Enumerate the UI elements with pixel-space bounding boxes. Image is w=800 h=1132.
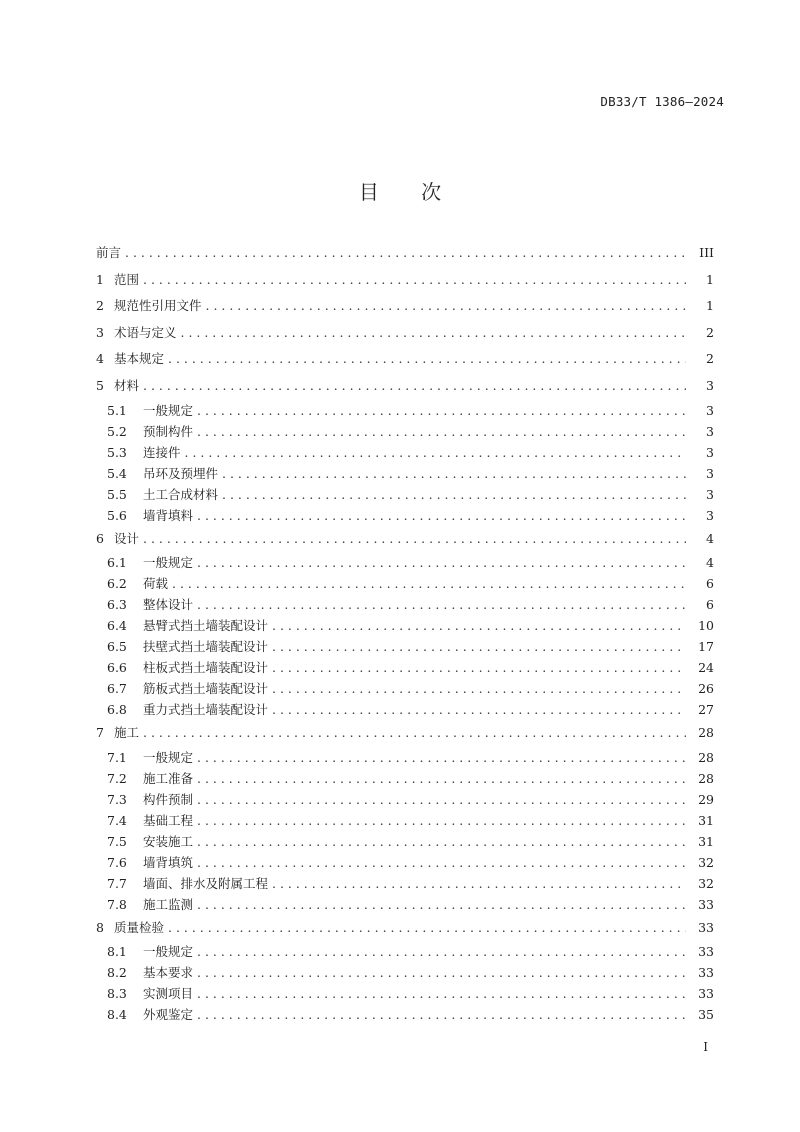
toc-entry-page: 3	[706, 465, 714, 481]
toc-entry[interactable]	[96, 915, 714, 942]
toc-entry[interactable]	[96, 442, 714, 463]
dot-leader	[185, 442, 686, 463]
toc-entry-label: 筋板式挡土墙装配设计	[143, 681, 269, 697]
toc-entry-number: 5	[96, 377, 104, 393]
toc-entry[interactable]	[96, 831, 714, 852]
dot-leader	[272, 615, 686, 636]
toc-entry[interactable]	[96, 484, 714, 505]
toc-entry[interactable]	[96, 873, 714, 894]
toc-entry-label: 预制构件	[143, 423, 194, 439]
dot-leader	[197, 768, 686, 789]
dot-leader	[197, 894, 686, 915]
toc-entry-number: 7.4	[107, 812, 127, 828]
toc-entry[interactable]	[96, 941, 714, 962]
toc-entry-number: 6.3	[107, 597, 127, 613]
toc-entry-page: 26	[698, 681, 714, 697]
table-of-contents	[96, 240, 714, 1025]
dot-leader	[197, 552, 686, 573]
toc-entry-page: 33	[698, 919, 714, 935]
dot-leader	[143, 373, 686, 400]
toc-entry[interactable]	[96, 240, 714, 267]
toc-entry-label: 基础工程	[143, 812, 194, 828]
toc-entry-label: 构件预制	[143, 791, 194, 807]
toc-entry-page: 27	[698, 702, 714, 718]
toc-entry-label: 实测项目	[143, 986, 194, 1002]
dot-leader	[272, 636, 686, 657]
dot-leader	[222, 484, 686, 505]
toc-entry-number: 6	[96, 530, 104, 546]
toc-entry-page: 32	[698, 875, 714, 891]
page-title: 目 次	[358, 180, 460, 204]
toc-entry-page: 1	[706, 298, 714, 314]
toc-entry-label: 一般规定	[143, 749, 194, 765]
dot-leader	[197, 852, 686, 873]
toc-entry[interactable]	[96, 346, 714, 373]
dot-leader	[143, 526, 686, 553]
toc-entry-page: 28	[698, 749, 714, 765]
toc-entry-label: 扶壁式挡土墙装配设计	[143, 639, 269, 655]
toc-entry-label: 土工合成材料	[143, 486, 219, 502]
toc-entry-number: 5.6	[107, 507, 127, 523]
toc-entry-label: 一般规定	[143, 555, 194, 571]
toc-entry[interactable]	[96, 699, 714, 720]
toc-entry-page: 3	[706, 402, 714, 418]
toc-entry-number: 6.4	[107, 618, 127, 634]
toc-entry-label: 荷载	[143, 576, 169, 592]
toc-entry-page: 31	[698, 812, 714, 828]
toc-entry-page: 1	[706, 271, 714, 287]
toc-entry-label: 范围	[114, 271, 140, 287]
toc-entry[interactable]	[96, 1004, 714, 1025]
toc-entry-label: 施工准备	[143, 770, 194, 786]
toc-entry[interactable]	[96, 810, 714, 831]
dot-leader	[272, 678, 686, 699]
toc-entry-page: 6	[706, 576, 714, 592]
toc-entry-page: 35	[698, 1007, 714, 1023]
toc-entry-label: 墙背填筑	[143, 854, 194, 870]
dot-leader	[168, 346, 686, 373]
toc-entry-page: 6	[706, 597, 714, 613]
toc-entry-number: 6.8	[107, 702, 127, 718]
toc-entry-number: 2	[96, 298, 104, 314]
dot-leader	[197, 831, 686, 852]
toc-entry[interactable]	[96, 720, 714, 747]
toc-entry-label: 规范性引用文件	[114, 298, 202, 314]
toc-entry[interactable]	[96, 768, 714, 789]
toc-entry-number: 7.6	[107, 854, 127, 870]
toc-entry-label: 材料	[114, 377, 140, 393]
toc-entry-label: 基本要求	[143, 965, 194, 981]
toc-entry-label: 施工监测	[143, 896, 194, 912]
page-number: I	[703, 1040, 708, 1054]
toc-entry[interactable]	[96, 293, 714, 320]
toc-entry-page: 4	[706, 555, 714, 571]
toc-entry[interactable]	[96, 421, 714, 442]
toc-entry-label: 整体设计	[143, 597, 194, 613]
toc-entry[interactable]	[96, 678, 714, 699]
toc-entry-number: 8.2	[107, 965, 127, 981]
toc-entry-page: 10	[698, 618, 714, 634]
toc-entry-label: 连接件	[143, 444, 181, 460]
toc-entry[interactable]	[96, 983, 714, 1004]
toc-entry-number: 6.7	[107, 681, 127, 697]
toc-entry-number: 6.2	[107, 576, 127, 592]
toc-entry-page: 33	[698, 896, 714, 912]
dot-leader	[125, 240, 686, 267]
dot-leader	[143, 720, 686, 747]
dot-leader	[272, 657, 686, 678]
toc-entry-label: 安装施工	[143, 833, 194, 849]
toc-entry-number: 7.8	[107, 896, 127, 912]
dot-leader	[272, 699, 686, 720]
toc-entry-page: 33	[698, 986, 714, 1002]
toc-entry-number: 7.2	[107, 770, 127, 786]
toc-entry-page: 3	[706, 444, 714, 460]
toc-entry-page: 33	[698, 944, 714, 960]
dot-leader	[197, 400, 686, 421]
dot-leader	[168, 915, 686, 942]
dot-leader	[197, 962, 686, 983]
toc-entry-page: 33	[698, 965, 714, 981]
toc-entry-number: 5.1	[107, 402, 127, 418]
dot-leader	[172, 573, 686, 594]
dot-leader	[197, 421, 686, 442]
toc-entry-label: 重力式挡土墙装配设计	[143, 702, 269, 718]
toc-entry-number: 7	[96, 725, 104, 741]
toc-entry-page: 24	[698, 660, 714, 676]
toc-entry-label: 质量检验	[114, 919, 165, 935]
toc-entry-page: 3	[706, 507, 714, 523]
toc-entry[interactable]	[96, 789, 714, 810]
toc-entry-page: 29	[698, 791, 714, 807]
dot-leader	[181, 320, 686, 347]
toc-entry-number: 6.6	[107, 660, 127, 676]
toc-entry-number: 1	[96, 271, 104, 287]
toc-entry[interactable]	[96, 400, 714, 421]
toc-entry[interactable]	[96, 526, 714, 553]
dot-leader	[206, 293, 686, 320]
toc-entry[interactable]	[96, 657, 714, 678]
toc-entry[interactable]	[96, 894, 714, 915]
toc-entry-page: 28	[698, 725, 714, 741]
dot-leader	[197, 941, 686, 962]
toc-entry[interactable]	[96, 267, 714, 294]
toc-entry-label: 外观鉴定	[143, 1007, 194, 1023]
dot-leader	[143, 267, 686, 294]
toc-entry-label: 柱板式挡土墙装配设计	[143, 660, 269, 676]
toc-entry-page: 31	[698, 833, 714, 849]
dot-leader	[197, 983, 686, 1004]
toc-entry-label: 一般规定	[143, 402, 194, 418]
toc-entry-page: 4	[706, 530, 714, 546]
toc-entry-number: 5.5	[107, 486, 127, 502]
toc-entry-label: 一般规定	[143, 944, 194, 960]
toc-entry-number: 6.1	[107, 555, 127, 571]
toc-entry-page: 3	[706, 486, 714, 502]
dot-leader	[197, 1004, 686, 1025]
toc-entry[interactable]	[96, 320, 714, 347]
toc-entry-number: 5.2	[107, 423, 127, 439]
document-code: DB33/T 1386—2024	[600, 94, 724, 109]
toc-entry-number: 7.3	[107, 791, 127, 807]
toc-entry[interactable]	[96, 852, 714, 873]
toc-entry-number: 8.4	[107, 1007, 127, 1023]
toc-entry-label: 术语与定义	[114, 324, 177, 340]
toc-entry-page: 17	[698, 639, 714, 655]
toc-entry-number: 6.5	[107, 639, 127, 655]
toc-entry-number: 4	[96, 351, 104, 367]
toc-entry[interactable]	[96, 463, 714, 484]
toc-entry-number: 5.3	[107, 444, 127, 460]
toc-entry[interactable]	[96, 747, 714, 768]
toc-entry[interactable]	[96, 615, 714, 636]
dot-leader	[272, 873, 686, 894]
toc-entry[interactable]	[96, 573, 714, 594]
toc-entry-number: 8	[96, 919, 104, 935]
dot-leader	[197, 747, 686, 768]
toc-entry-page: 2	[706, 351, 714, 367]
toc-entry-number: 8.1	[107, 944, 127, 960]
toc-entry-number: 7.5	[107, 833, 127, 849]
dot-leader	[222, 463, 686, 484]
toc-entry-label: 吊环及预埋件	[143, 465, 219, 481]
toc-entry-page: 3	[706, 377, 714, 393]
toc-entry-label: 前言	[96, 245, 122, 260]
toc-entry-page: 2	[706, 324, 714, 340]
toc-entry-label: 设计	[114, 530, 140, 546]
toc-entry-page: 32	[698, 854, 714, 870]
toc-entry[interactable]	[96, 962, 714, 983]
toc-entry-number: 3	[96, 324, 104, 340]
toc-entry-label: 基本规定	[114, 351, 165, 367]
toc-entry[interactable]	[96, 505, 714, 526]
dot-leader	[197, 594, 686, 615]
toc-entry-number: 7.1	[107, 749, 127, 765]
toc-entry-page: III	[699, 245, 714, 260]
toc-entry[interactable]	[96, 636, 714, 657]
toc-entry-label: 悬臂式挡土墙装配设计	[143, 618, 269, 634]
toc-entry-label: 墙面、排水及附属工程	[143, 875, 269, 891]
dot-leader	[197, 505, 686, 526]
toc-entry-label: 墙背填料	[143, 507, 194, 523]
toc-entry[interactable]	[96, 552, 714, 573]
toc-entry[interactable]	[96, 594, 714, 615]
toc-entry-page: 3	[706, 423, 714, 439]
toc-entry-number: 7.7	[107, 875, 127, 891]
toc-entry-page: 28	[698, 770, 714, 786]
toc-entry-number: 8.3	[107, 986, 127, 1002]
dot-leader	[197, 789, 686, 810]
toc-entry[interactable]	[96, 373, 714, 400]
toc-entry-label: 施工	[114, 725, 140, 741]
toc-entry-number: 5.4	[107, 465, 127, 481]
dot-leader	[197, 810, 686, 831]
